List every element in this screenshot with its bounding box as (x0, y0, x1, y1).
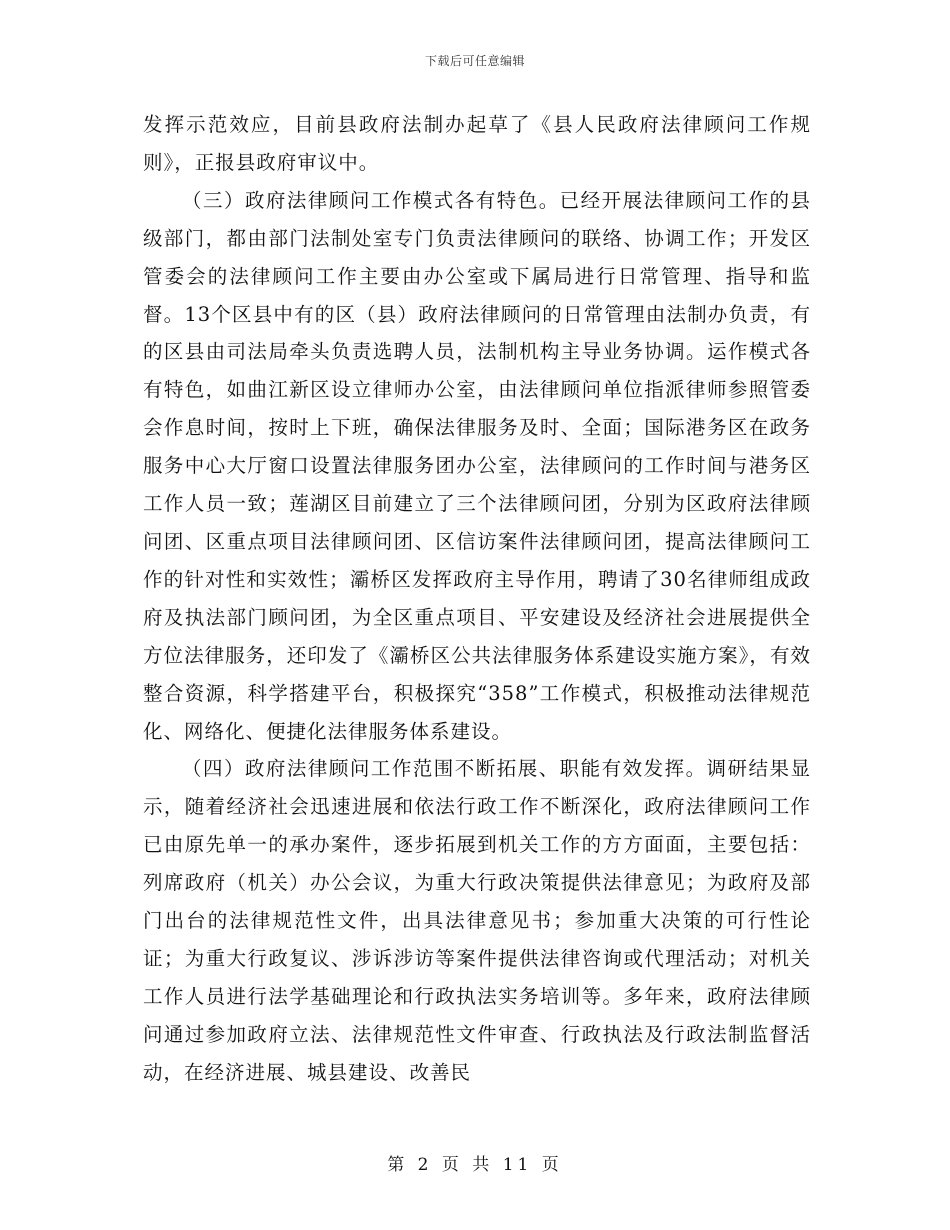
page-number-footer: 第 2 页 共 11 页 (387, 1155, 563, 1175)
document-body (143, 106, 811, 1092)
paragraph-section-three: （三）政府法律顾问工作模式各有特色。已经开展法律顾问工作的县级部门，都由部门法制处室专门负责法律顾问的联络、协调工作；开发区管委会的法律顾问工作主要由办公室或下属局进行日常管理、指导和监督。13个区县中有的区（县）政府法律顾问的日常管理由法制办负责，有的区县由司法局牵头负责选聘人员，法制机构主导业务协调。运作模式各有特色，如曲江新区设立律师办公室，由法律顾问单位指派律师参照管委会作息时间，按时上下班，确保法律服务及时、全面；国际港务区在政务服务中心大厅窗口设置法律服务团办公室，法律顾问的工作时间与港务区工作人员一致；莲湖区目前建立了三个法律顾问团，分别为区政府法律顾问团、区重点项目法律顾问团、区信访案件法律顾问团，提高法律顾问工作的针对性和实效性；灞桥区发挥政府主导作用，聘请了30名律师组成政府及执法部门顾问团，为全区重点项目、平安建设及经济社会进展提供全方位法律服务，还印发了《灞桥区公共法律服务体系建设实施方案》，有效整合资源，科学搭建平台，积极探究“358”工作模式，积极推动法律规范化、网络化、便捷化法律服务体系建设。 (143, 188, 811, 743)
paragraph-continuation: 发挥示范效应，目前县政府法制办起草了《县人民政府法律顾问工作规则》，正报县政府审议中。 (143, 113, 811, 174)
header-note: 下载后可任意编辑 (424, 54, 525, 68)
paragraph-section-four: （四）政府法律顾问工作范围不断拓展、职能有效发挥。调研结果显示，随着经济社会迅速进展和依法行政工作不断深化，政府法律顾问工作已由原先单一的承办案件，逐步拓展到机关工作的方方面面，主要包括：列席政府（机关）办公会议，为重大行政决策提供法律意见；为政府及部门出台的法律规范性文件，出具法律意见书；参加重大决策的可行性论证；为重大行政复议、涉诉涉访等案件提供法律咨询或代理活动；对机关工作人员进行法学基础理论和行政执法实务培训等。多年来，政府法律顾问通过参加政府立法、法律规范性文件审查、行政执法及行政法制监督活动，在经济进展、城县建设、改善民 (143, 757, 811, 1084)
